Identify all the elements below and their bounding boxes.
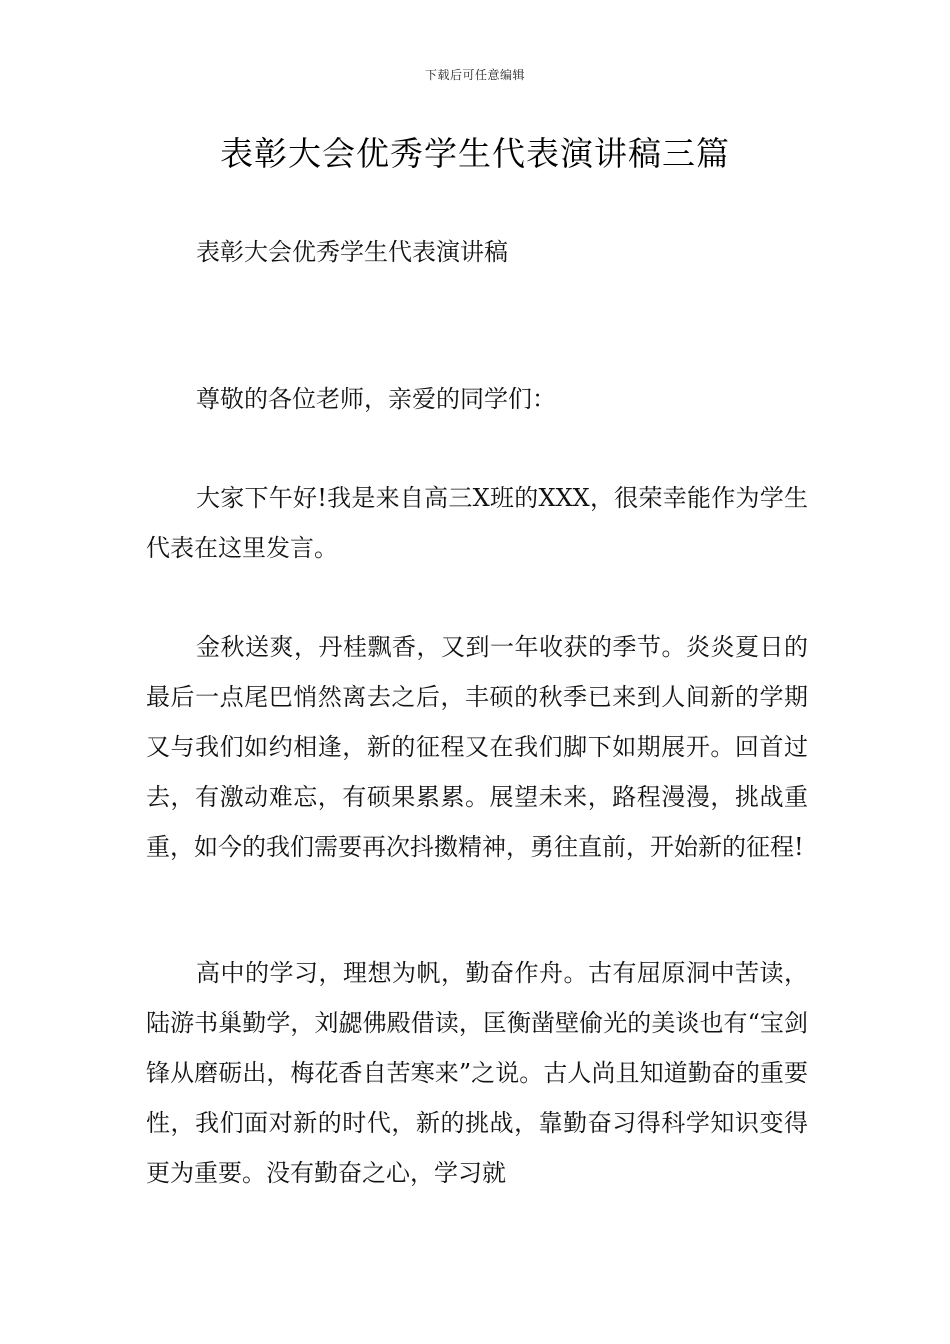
body-paragraph-3: [146, 948, 808, 1198]
section-subtitle: 表彰大会优秀学生代表演讲稿: [196, 238, 508, 266]
paragraph-text: 高中的学习，理想为帆，勤奋作舟。古有屈原洞中苦读，陆游书巢勤学，刘勰佛殿借读，匡衡凿壁偷光的美谈也有“宝剑锋从磨砺出，梅花香自苦寒来”之说。古人尚且知道勤奋的重要性，我们面对新的时代，新的挑战，靠勤奋习得科学知识变得更为重要。没有勤奋之心，学习就: [146, 959, 808, 1187]
greeting-text: 尊敬的各位老师，亲爱的同学们：: [196, 385, 556, 413]
body-paragraph-1: [146, 473, 808, 573]
header-note: 下载后可任意编辑: [424, 68, 525, 82]
greeting-paragraph: [146, 374, 808, 424]
paragraph-text: 金秋送爽，丹桂飘香，又到一年收获的季节。炎炎夏日的最后一点尾巴悄然离去之后，丰硕的秋季已来到人间新的学期又与我们如约相逢，新的征程又在我们脚下如期展开。回首过去，有激动难忘，有硕果累累。展望未来，路程漫漫，挑战重重，如今的我们需要再次抖擞精神，勇往直前，开始新的征程!: [146, 633, 808, 861]
body-paragraph-2: [146, 622, 808, 872]
paragraph-text: 大家下午好!我是来自高三X班的XXX，很荣幸能作为学生代表在这里发言。: [146, 484, 808, 562]
document-title: 表彰大会优秀学生代表演讲稿三篇: [220, 134, 730, 173]
